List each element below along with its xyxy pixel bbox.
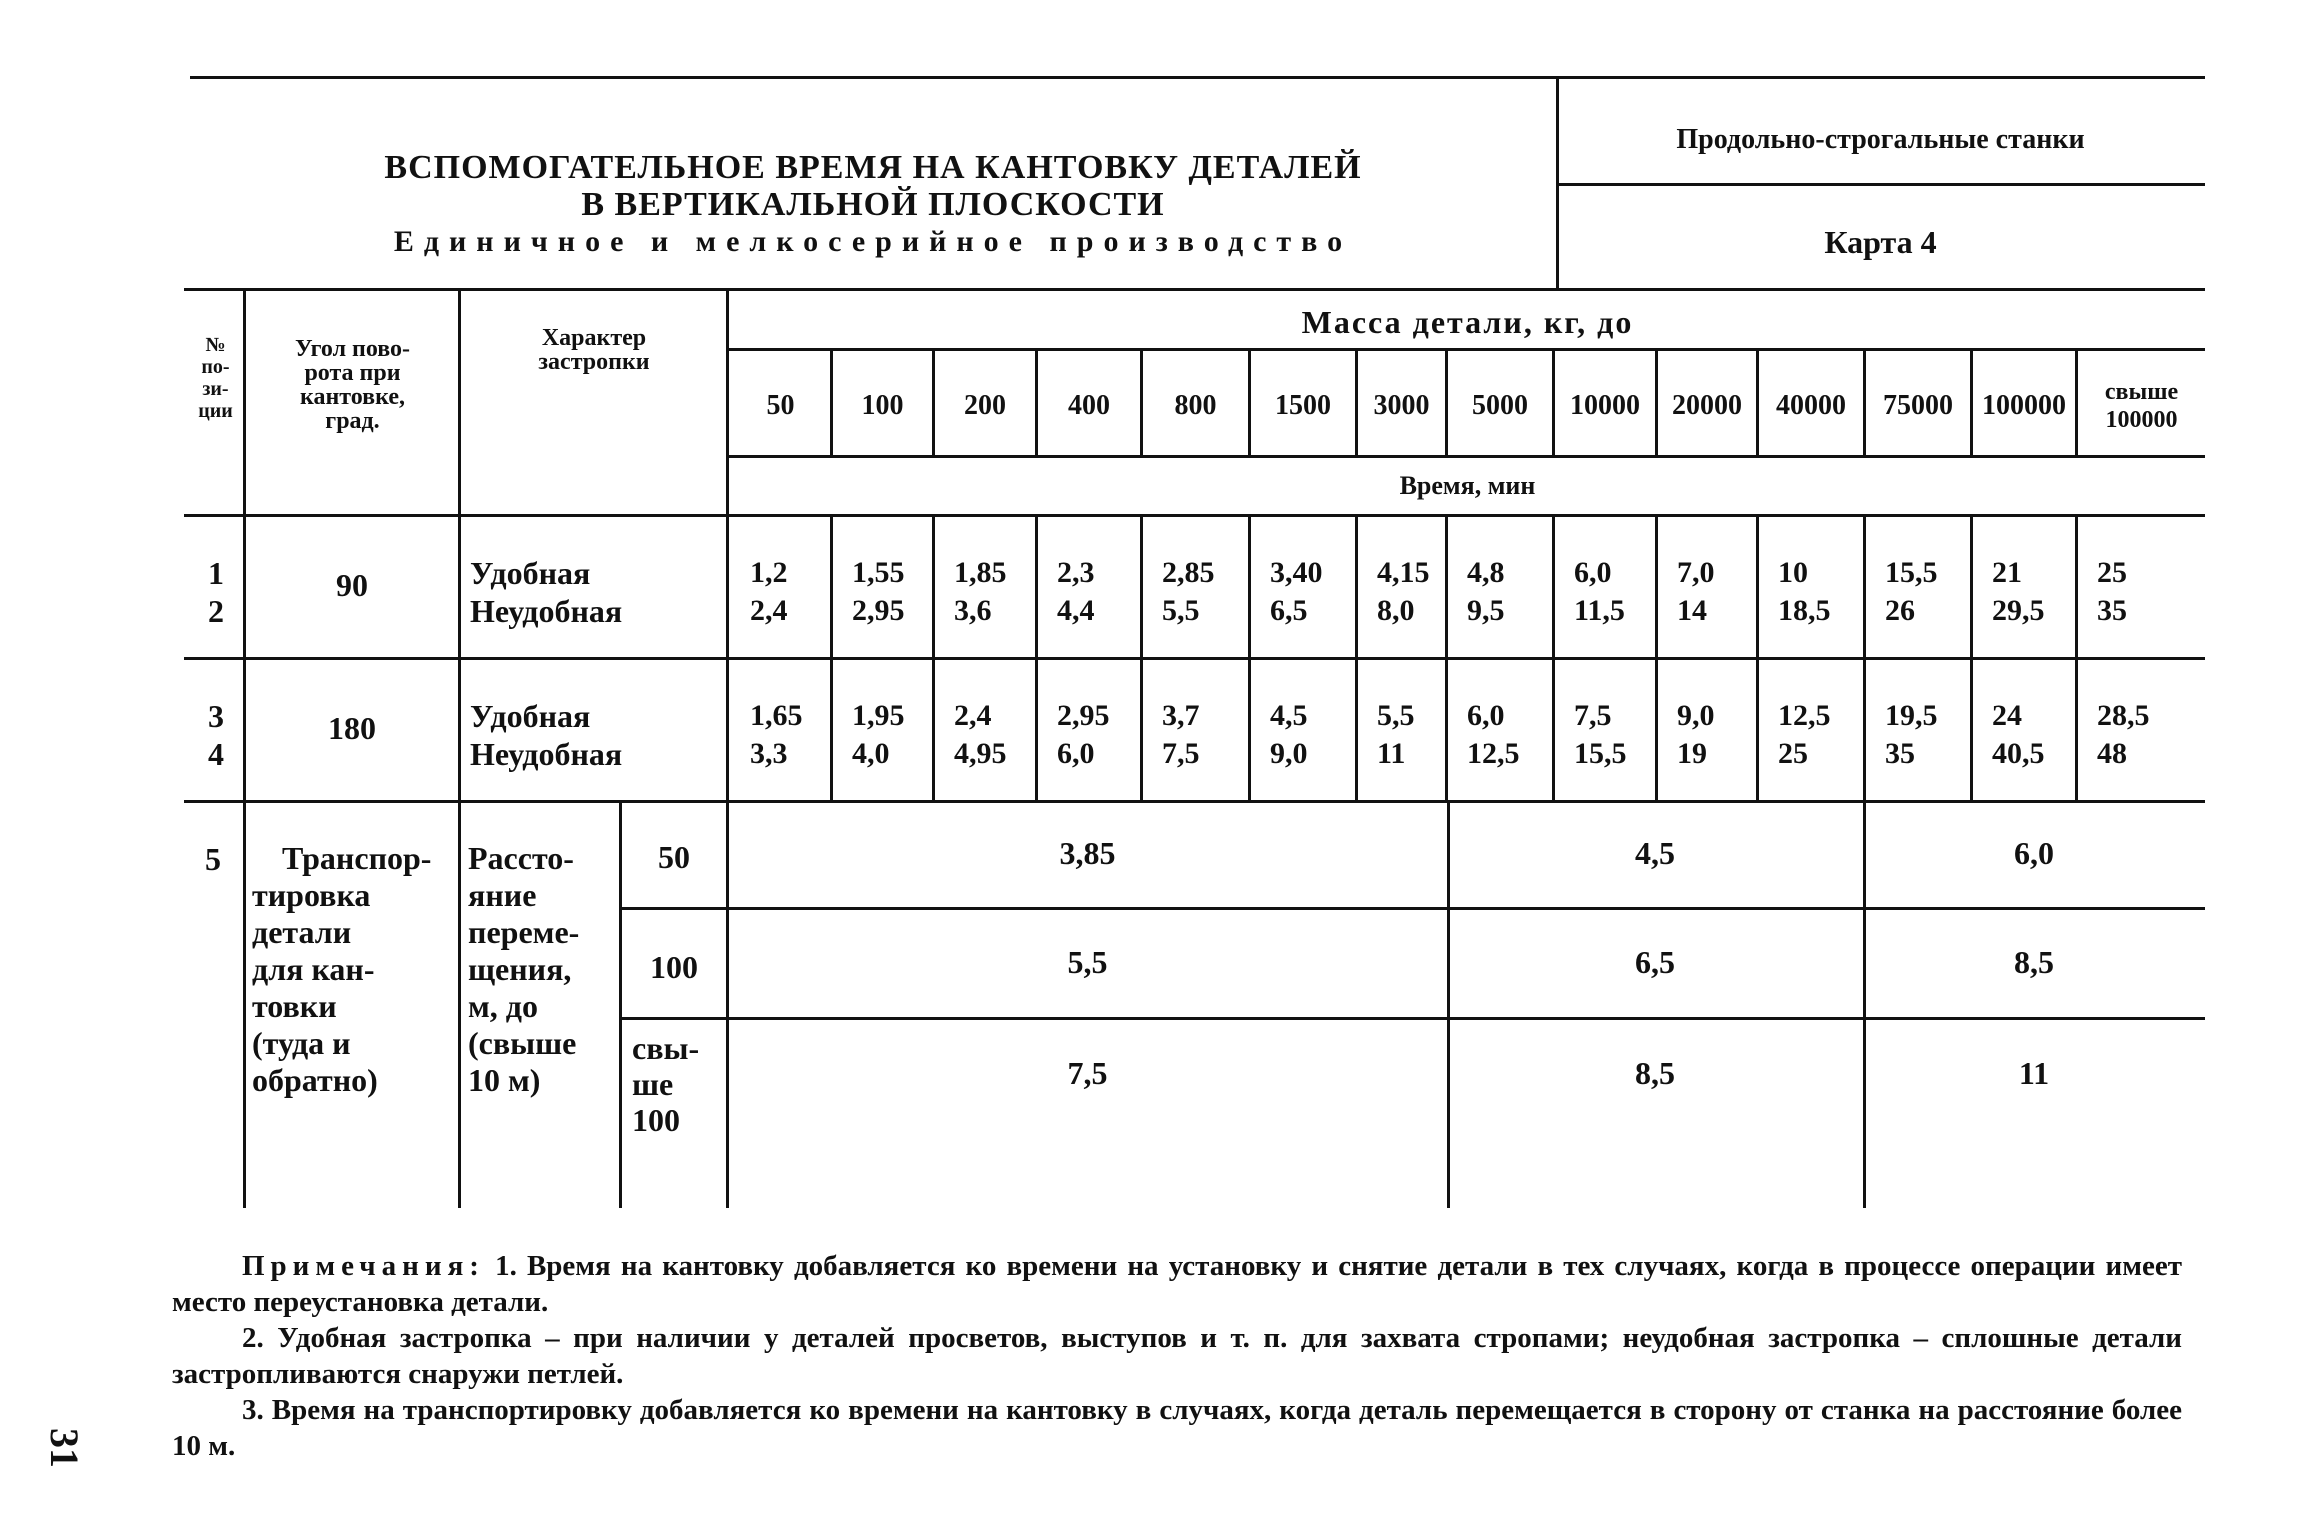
- time-value-cell: [1778, 697, 1831, 773]
- transport-position: 5: [205, 841, 221, 877]
- distance-label-line: Рассто-: [468, 840, 574, 876]
- time-value-cell: [1677, 554, 1715, 630]
- time-value-cell: [750, 697, 803, 773]
- time-value: 26: [1885, 594, 1915, 627]
- header-right-rule: [1556, 183, 2205, 186]
- mass-values-rule: [728, 455, 2205, 458]
- time-value: 25: [1778, 737, 1808, 770]
- note-3: 3. Время на транспортировку добавляется ко времени на кантовку в случаях, когда деталь перемещается в сторону от станка на расстояние более 10 м.: [172, 1394, 2182, 1462]
- time-value-cell: [750, 554, 788, 630]
- card-number: Карта 4: [1824, 223, 1937, 260]
- time-value: 15,5: [1885, 556, 1938, 589]
- character-label: Удобная: [470, 555, 591, 591]
- mass-header-cell: 20000: [1672, 389, 1742, 421]
- mass-header-cell: 3000: [1373, 389, 1430, 421]
- time-value-cell: [2097, 697, 2150, 773]
- value-col-divider: [1655, 514, 1658, 800]
- col-no-header: [188, 318, 243, 438]
- time-value: 6,5: [1270, 594, 1308, 627]
- header-bottom-rule: [184, 514, 2205, 517]
- time-value: 2,3: [1057, 556, 1095, 589]
- transport-time-value: 8,5: [2014, 943, 2054, 980]
- time-value: 4,15: [1377, 556, 1430, 589]
- transport-time-value: 11: [2018, 1055, 2050, 1091]
- time-value: 4,4: [1057, 594, 1095, 627]
- value-col-divider: [1970, 514, 1973, 800]
- time-value: 25: [2097, 556, 2127, 589]
- time-value: 28,5: [2097, 699, 2150, 732]
- time-value: 35: [1885, 737, 1915, 770]
- character-label: Удобная: [470, 698, 591, 734]
- mass-header-cell: 100: [861, 389, 904, 421]
- position-number: 2: [208, 593, 224, 629]
- transport-label-line: детали: [252, 914, 352, 950]
- value-col-divider: [830, 514, 833, 800]
- time-value: 21: [1992, 556, 2022, 589]
- table-top-rule: [184, 288, 2205, 291]
- time-value: 7,5: [1574, 699, 1612, 732]
- group-angle: 90: [336, 567, 368, 603]
- transport-time-value: 4,5: [1635, 835, 1675, 871]
- position-number: 1: [208, 555, 224, 591]
- time-value: 7,0: [1677, 556, 1715, 589]
- time-value: 1,95: [852, 699, 905, 732]
- time-value: 15,5: [1574, 737, 1627, 770]
- group-positions: [208, 697, 224, 773]
- distance-50: 50: [658, 839, 690, 875]
- transport-label-line: для кан-: [252, 951, 375, 987]
- group-character: [470, 554, 622, 630]
- mass-header-cell: 75000: [1883, 389, 1953, 421]
- value-col-divider: [1248, 514, 1251, 800]
- time-value: 1,2: [750, 556, 788, 589]
- time-value: 9,5: [1467, 594, 1505, 627]
- position-number: 4: [208, 736, 224, 772]
- mass-header-rule: [728, 348, 2205, 351]
- time-value: 12,5: [1778, 699, 1831, 732]
- value-col-divider: [1035, 514, 1038, 800]
- time-value: 3,40: [1270, 556, 1323, 589]
- time-value: 9,0: [1270, 737, 1308, 770]
- time-value: 5,5: [1162, 594, 1200, 627]
- time-value: 10: [1778, 556, 1808, 589]
- title-line1: ВСПОМОГАТЕЛЬНОЕ ВРЕМЯ НА КАНТОВКУ ДЕТАЛЕЙ: [384, 149, 1362, 186]
- time-value: 6,0: [1057, 737, 1095, 770]
- value-col-divider: [2075, 514, 2078, 800]
- position-number: 3: [208, 698, 224, 734]
- distance-label-line: щения,: [468, 951, 572, 987]
- group1-bottom-rule: [184, 657, 2205, 660]
- notes-heading: Примечания:: [242, 1250, 485, 1282]
- time-value-cell: [2097, 554, 2127, 630]
- mass-header-cell: 200: [964, 389, 1006, 421]
- mass-header-cell: 40000: [1776, 389, 1846, 421]
- time-value: 5,5: [1377, 699, 1415, 732]
- time-value: 3,7: [1162, 699, 1200, 732]
- transport-label: [252, 840, 431, 1099]
- transport-label-line: (туда и: [252, 1025, 351, 1061]
- distance-label-line: м, до: [468, 988, 538, 1024]
- col-character-header: [465, 320, 723, 380]
- mass-header-cell: 100000: [1982, 389, 2066, 421]
- transport-label-line: обратно): [252, 1062, 378, 1098]
- note-1-text: 1. Время на кантовку добавляется ко времени на установку и снятие детали в тех случаях, когда в процессе операции имеет место переустановка детали.: [172, 1250, 2182, 1318]
- value-col-divider: [1355, 514, 1358, 800]
- time-value-cell: [852, 697, 905, 773]
- transport-time-value: 7,5: [1067, 1055, 1108, 1091]
- time-value: 2,95: [852, 594, 905, 627]
- transport-time-value: 6,5: [1635, 943, 1675, 980]
- time-value-cell: [1467, 697, 1520, 773]
- transport-time-value: 3,85: [1059, 835, 1116, 871]
- time-value-cell: [1467, 554, 1505, 630]
- note-2: 2. Удобная застропка – при наличии у деталей просветов, выступов и т. п. для захвата стропами; неудобная застропка – сплошные детали застропливаются снаружи петлей.: [172, 1322, 2182, 1390]
- transport-time-value: 8,5: [1635, 1055, 1675, 1091]
- time-value-cell: [1885, 697, 1938, 773]
- group-angle: 180: [328, 710, 376, 746]
- value-col-divider: [1863, 514, 1866, 800]
- col-character-label: Характер застропки: [538, 325, 650, 375]
- time-value: 2,95: [1057, 699, 1110, 732]
- time-value-cell: [1574, 554, 1625, 630]
- time-value: 4,5: [1270, 699, 1308, 732]
- time-value: 4,95: [954, 737, 1007, 770]
- time-value-cell: [1377, 697, 1415, 773]
- value-col-divider: [1445, 514, 1448, 800]
- time-value-cell: [1270, 697, 1308, 773]
- time-value: 19,5: [1885, 699, 1938, 732]
- distance-label-line: 10 м): [468, 1062, 541, 1098]
- time-value: 35: [2097, 594, 2127, 627]
- note-1: [172, 1248, 2182, 1320]
- distance-label: [468, 840, 579, 1099]
- time-value-cell: [1162, 554, 1215, 630]
- distance-label-line: переме-: [468, 914, 580, 950]
- time-value-cell: [1778, 554, 1831, 630]
- time-value: 11: [1377, 737, 1406, 770]
- time-value: 2,85: [1162, 556, 1215, 589]
- time-value-cell: [1162, 697, 1200, 773]
- mass-header-cell: 50: [766, 389, 795, 421]
- mass-header-cell: свыше 100000: [2104, 378, 2179, 433]
- col-no-label: № по- зи- ции: [198, 334, 233, 422]
- time-value-cell: [1992, 554, 2045, 630]
- time-value-cell: [1057, 554, 1095, 630]
- time-value: 12,5: [1467, 737, 1520, 770]
- time-value: 29,5: [1992, 594, 2045, 627]
- character-label: Неудобная: [470, 593, 623, 629]
- transport-time-value: 5,5: [1067, 943, 1108, 980]
- time-value-cell: [1057, 697, 1110, 773]
- distance-label-line: яние: [468, 877, 537, 913]
- mass-header-cell: 5000: [1472, 389, 1528, 421]
- time-value: 3,3: [750, 737, 788, 770]
- subtitle: Единичное и мелкосерийное производство: [393, 225, 1353, 258]
- col-angle-header: [250, 320, 455, 450]
- time-value-cell: [1270, 554, 1323, 630]
- value-col-divider: [932, 514, 935, 800]
- time-value-cell: [1377, 554, 1430, 630]
- transport-time-value: 6,0: [2014, 835, 2054, 871]
- time-value: 40,5: [1992, 737, 2045, 770]
- time-value: 4,8: [1467, 556, 1505, 589]
- time-value: 18,5: [1778, 594, 1831, 627]
- value-col-divider: [1756, 514, 1759, 800]
- page-number: 31: [42, 1428, 87, 1468]
- mass-header-cell: 1500: [1275, 389, 1331, 421]
- time-value-cell: [852, 554, 905, 630]
- col-angle-label: Угол пово- рота при кантовке, град.: [294, 336, 411, 434]
- time-value: 6,0: [1574, 556, 1612, 589]
- time-value-cell: [954, 554, 1007, 630]
- time-value-cell: [1992, 697, 2045, 773]
- time-value-cell: [1885, 554, 1938, 630]
- character-label: Неудобная: [470, 736, 623, 772]
- time-value: 14: [1677, 594, 1707, 627]
- group-character: [470, 697, 622, 773]
- mass-header: Масса детали, кг, до: [1301, 303, 1634, 340]
- group-positions: [208, 554, 224, 630]
- transport-label-line: товки: [252, 988, 337, 1024]
- time-value: 3,6: [954, 594, 992, 627]
- transport-label-line: Транспор-: [282, 840, 432, 876]
- time-value: 24: [1992, 699, 2022, 732]
- time-value: 4,0: [852, 737, 890, 770]
- time-value: 8,0: [1377, 594, 1415, 627]
- col-line-angle: [458, 288, 461, 1208]
- time-value: 11,5: [1574, 594, 1625, 627]
- value-col-divider: [1552, 514, 1555, 800]
- time-value-cell: [1574, 697, 1627, 773]
- time-value-cell: [954, 697, 1007, 773]
- time-value: 2,4: [954, 699, 992, 732]
- time-value: 19: [1677, 737, 1707, 770]
- machine-type: Продольно-строгальные станки: [1676, 124, 2085, 155]
- time-value: 1,65: [750, 699, 803, 732]
- title-line2: В ВЕРТИКАЛЬНОЙ ПЛОСКОСТИ: [581, 186, 1165, 223]
- value-col-divider: [1140, 514, 1143, 800]
- time-value: 48: [2097, 737, 2127, 770]
- top-rule: [190, 76, 2205, 79]
- distance-over-100: свы- ше 100: [632, 1030, 700, 1138]
- transport-label-line: тировка: [252, 877, 371, 913]
- time-value: 7,5: [1162, 737, 1200, 770]
- time-value: 1,85: [954, 556, 1007, 589]
- mass-header-cell: 10000: [1570, 389, 1640, 421]
- time-value: 1,55: [852, 556, 905, 589]
- mass-header-cell: 800: [1174, 389, 1217, 421]
- distance-100: 100: [650, 949, 698, 985]
- time-value: 6,0: [1467, 699, 1505, 732]
- time-value: 9,0: [1677, 699, 1715, 732]
- mass-header-cell: 400: [1068, 389, 1110, 421]
- distance-label-line: (свыше: [468, 1025, 577, 1061]
- time-value: 2,4: [750, 594, 788, 627]
- time-header: Время, мин: [1399, 471, 1536, 500]
- time-value-cell: [1677, 697, 1715, 773]
